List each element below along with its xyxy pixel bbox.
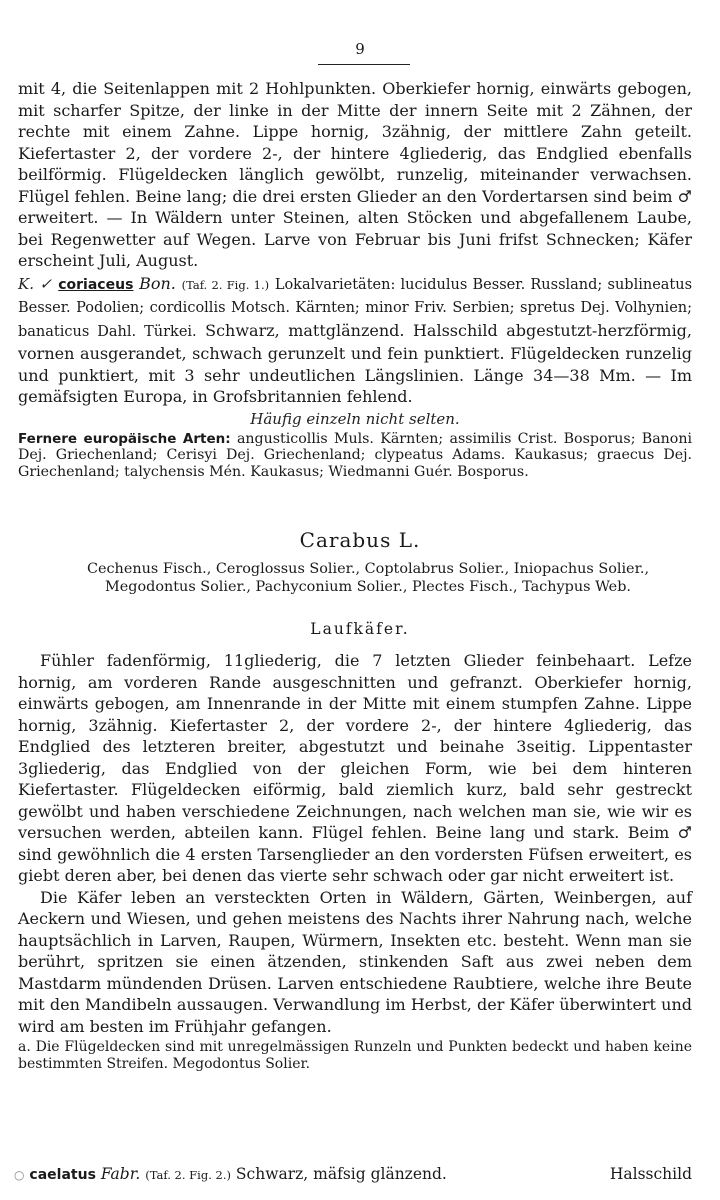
subgenera-list: Cechenus Fisch., Ceroglossus Solier., Coptolabrus Solier., Iniopachus Solier., Megodontus Solier., Pachyconium Solier., Plectes Fisch., Tachypus Web. <box>86 561 650 595</box>
handwritten-mark: K. ✓ <box>18 274 53 293</box>
species-author: Fabr. <box>100 1165 141 1183</box>
other-species <box>18 431 692 481</box>
plate-reference: (Taf. 2. Fig. 1.) <box>181 277 270 292</box>
species-author: Bon. <box>139 273 176 293</box>
plate-reference: (Taf. 2. Fig. 2.) <box>145 1168 231 1182</box>
upper-block <box>18 78 692 481</box>
margin-mark: ○ <box>14 1168 25 1182</box>
carabus-description <box>18 650 692 1073</box>
intro-paragraph: mit 4, die Seitenlappen mit 2 Hohlpunkten. Oberkiefer hornig, einwärts gebogen, mit scharfer Spitze, der linke in der Mitte der innern Seite mit 2 Zähnen, der rechte mit einem Zahne. Lippe hornig, 3zähnig, der mittlere Zahn geteilt. Kiefertaster 2, der vordere 2-, der hintere 4gliederig, das Endglied ebenfalls beilförmig. Flügeldecken länglich gewölbt, runzelig, miteinander verwachsen. Flügel fehlen. Beine lang; die drei ersten Glieder an den Vordertarsen sind beim ♂ erweitert. — In Wäldern unter Steinen, alten Stöcken und abgefallenem Laube, bei Regenwetter auf Wegen. Larve von Februar bis Juni frifst Schnecken; Käfer erscheint Juli, August. <box>18 79 692 270</box>
genus-title: Carabus L. <box>299 528 421 552</box>
description-paragraph-1: Fühler fadenförmig, 11gliederig, die 7 letzten Glieder feinbehaart. Lefze hornig, am vorderen Rande ausgeschnitten und gefranzt. Oberkiefer hornig, einwärts gebogen, am Innenrande in der Mitte mit einem stumpfen Zahne. Lippe hornig, 3zähnig. Kiefertaster 2, der vordere 2-, der hintere 4gliederig, das Endglied des letzteren breiter, abgestutzt und beinahe 3seitig. Lippentaster 3gliederig, das Endglied von der gleichen Form, wie bei dem hinteren Kiefertaster. Flügeldecken eiförmig, bald ziemlich kurz, bald sehr gestreckt gewölbt und haben verschiedene Zeichnungen, nach welchen man sie, wie wir es versuchen werden, abteilen kann. Flügel fehlen. Beine lang und stark. Beim ♂ sind gewöhnlich die 4 ersten Tarsenglieder an den vordersten Füfsen erweitert, es giebt deren aber, bei denen das vierte sehr schwach oder gar nicht erweitert ist. <box>18 651 692 885</box>
other-species-list: angusticollis Muls. Kärnten; assimilis Crist. Bosporus; Banoni Dej. Griechenland; Cerisyi Dej. Griechenland; clypeatus Adams. Kaukasus; graecus Dej. Griechenland; talychensis Mén. Kaukasus; Wiedmanni Guér. Bosporus. <box>18 430 693 481</box>
species-name-coriaceus: coriaceus <box>58 276 134 293</box>
page-number: 9 <box>355 40 365 58</box>
local-varieties: Lokalvarietäten: lucidulus Besser. Russland; sublineatus Besser. Podolien; cordicollis Motsch. Kärnten; minor Friv. Serbien; spretus Dej. Volhynien; banaticus Dahl. Türkei. <box>18 276 693 340</box>
other-species-label: Fernere europäische Arten: <box>18 430 231 447</box>
coriaceus-entry <box>18 273 692 408</box>
common-name-title: Laufkäfer. <box>310 620 410 638</box>
coriaceus-description: Schwarz, mattglänzend. Halsschild abgestutzt-herzförmig, vornen ausgerandet, schwach gerunzelt und fein punktiert. Flügeldecken runzelig und punktiert, mit 3 sehr undeutlichen Längslinien. Länge 34—38 Mm. — Im gemäfsigten Europa, in Grofsbritannien fehlend. <box>18 320 693 406</box>
key-note-a: a. Die Flügeldecken sind mit unregelmässigen Runzeln und Punkten bedeckt und haben keine bestimmten Streifen. Megodontus Solier. <box>18 1039 692 1072</box>
page-number-rule <box>318 64 410 65</box>
caelatus-description: Schwarz, mäfsig glänzend. <box>235 1165 447 1183</box>
species-name-caelatus: caelatus <box>29 1167 96 1183</box>
description-paragraph-2: Die Käfer leben an versteckten Orten in Wäldern, Gärten, Weinbergen, auf Aeckern und Wiesen, und gehen meistens des Nachts ihrer Nahrung nach, welche hauptsächlich in Larven, Raupen, Würmern, Insekten etc. besteht. Wenn man sie berührt, spritzen sie einen ätzenden, stinkenden Saft aus zwei neben dem Mastdarm mündenden Drüsen. Larven entschiedene Raubtiere, welche ihre Beute mit den Mandibeln aussaugen. Verwandlung im Herbst, der Käfer überwintert und wird am besten im Frühjahr gefangen. <box>18 887 692 1036</box>
handwritten-annotation <box>18 410 692 428</box>
handwritten-note: Häufig einzeln nicht selten. <box>250 409 460 428</box>
caelatus-continuation: Halsschild <box>609 1165 692 1183</box>
caelatus-entry <box>14 1164 706 1185</box>
